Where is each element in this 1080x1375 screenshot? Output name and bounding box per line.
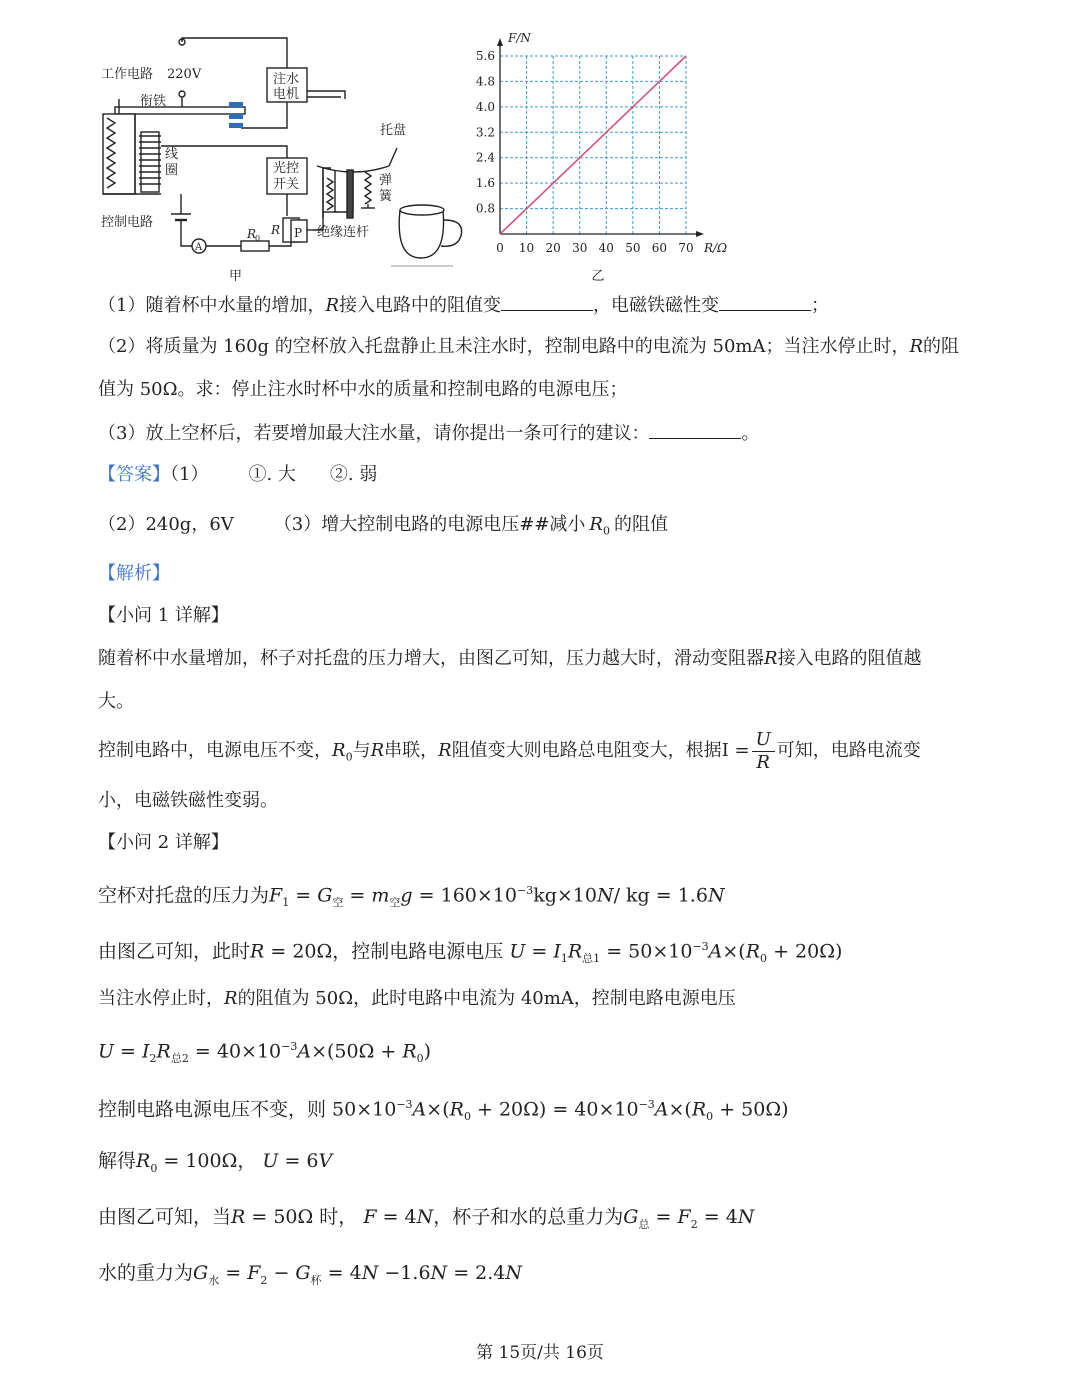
series-line bbox=[500, 56, 686, 234]
y-tick-label: 3.2 bbox=[475, 125, 495, 140]
sub-question-1-title: 【小问 1 详解】 bbox=[98, 605, 229, 626]
answer-line-2: （2）240g，6V （3）增大控制电路的电源电压##减小 $R_0$ 的阻值 bbox=[98, 514, 668, 538]
equation-3: $U = I_2R_{总2} = 40\times 10^{-3}A\times(50\Omega + R_0)$ bbox=[98, 1040, 432, 1066]
r0-sub-label: 0 bbox=[255, 234, 261, 243]
answer-blank-3 bbox=[649, 420, 741, 439]
analysis-p2-line-1: 控制电路中，电源电压不变，$R_0$与R串联，R阻值变大则电路总电阻变大，根据I = $\frac{U}{R}$ 可知，电路电流变 bbox=[98, 728, 921, 773]
equation-4: 控制电路电源电压不变，则 $50\times 10^{-3}A\times(R_0 + 20\Omega) = 40\times 10^{-3}A\times(R_0 + 50\Omega)$ bbox=[98, 1098, 789, 1124]
force-resistance-chart bbox=[470, 22, 740, 284]
light-switch-label-1: 光控 bbox=[273, 161, 300, 176]
equation-5: 解得$R_0 = 100\Omega$， U = 6V bbox=[98, 1150, 333, 1175]
control-circuit-label: 控制电路 bbox=[101, 215, 154, 230]
pump-label-2: 电机 bbox=[273, 87, 300, 102]
figure-jia-caption: 甲 bbox=[229, 269, 243, 284]
pump-label-1: 注水 bbox=[273, 72, 300, 87]
answer-blank-1 bbox=[501, 292, 593, 311]
tray-label: 托盘 bbox=[380, 123, 407, 138]
voltage-label: 220V bbox=[167, 67, 202, 82]
spring-label-2: 簧 bbox=[379, 189, 393, 204]
y-axis-arrow bbox=[497, 38, 503, 46]
ohms-law-fraction: $\frac{U}{R}$ bbox=[752, 729, 775, 774]
coil-label-2: 圈 bbox=[165, 163, 179, 178]
analysis-p2-line-2: 小，电磁铁磁性变弱。 bbox=[98, 790, 278, 811]
light-switch-label-2: 开关 bbox=[273, 177, 300, 192]
y-tick-label: 4.8 bbox=[475, 74, 495, 89]
analysis-p1-line-2: 大。 bbox=[98, 691, 134, 712]
x-tick-label: 30 bbox=[572, 241, 588, 255]
analysis-p3: 当注水停止时，R的阻值为 50Ω，此时电路中电流为 40mA，控制电路电源电压 bbox=[98, 988, 736, 1009]
answer-line-1: 【答案】（1） ①. 大 ②. 弱 bbox=[98, 464, 378, 485]
question-1: （1）随着杯中水量的增加，R接入电路中的阻值变 ，电磁铁磁性变 ； bbox=[98, 292, 829, 319]
x-axis-arrow bbox=[696, 231, 704, 237]
sub-question-2-title: 【小问 2 详解】 bbox=[98, 832, 229, 853]
y-tick-label: 4.0 bbox=[475, 99, 495, 114]
r0-label: R bbox=[247, 227, 257, 241]
equation-1: 空杯对托盘的压力为$F_1 = G_空 = m_空g = 160\times 10^{-3}kg\times 10N/$ kg = 1.6N bbox=[98, 884, 725, 910]
question-2-line-2: 值为 50Ω。求：停止注水时杯中水的质量和控制电路的电源电压； bbox=[98, 379, 628, 400]
question-2-line-1: （2）将质量为 160g 的空杯放入托盘静止且未注水时，控制电路中的电流为 50mA；当注水停止时，R的阻 bbox=[98, 336, 960, 357]
x-tick-label: 50 bbox=[625, 241, 641, 255]
ammeter-label: A bbox=[195, 242, 203, 253]
figure-yi-caption: 乙 bbox=[591, 269, 605, 284]
x-axis-label: R/Ω bbox=[704, 241, 728, 255]
r-label: R bbox=[271, 223, 281, 237]
y-tick-label: 5.6 bbox=[475, 49, 495, 63]
p-label: P bbox=[294, 226, 303, 240]
armature-label: 衔铁 bbox=[140, 94, 167, 109]
rod-label: 绝缘连杆 bbox=[317, 225, 370, 240]
x-tick-label: 20 bbox=[545, 241, 561, 255]
x-tick-label: 70 bbox=[678, 241, 694, 255]
x-tick-label: 0 bbox=[496, 241, 504, 255]
x-tick-label: 60 bbox=[651, 241, 668, 255]
analysis-p1-line-1: 随着杯中水量增加，杯子对托盘的压力增大，由图乙可知，压力越大时，滑动变阻器R接入电路的阻值越 bbox=[98, 648, 922, 669]
equation-2: 由图乙可知，此时R = 20Ω，控制电路电源电压 $U = I_1R_{总1} = 50\times 10^{-3}A\times(R_0 + 20\Omega)$ bbox=[98, 940, 843, 966]
question-3: （3）放上空杯后，若要增加最大注水量，请你提出一条可行的建议： 。 bbox=[98, 420, 759, 447]
x-tick-label: 10 bbox=[518, 241, 535, 255]
spring-label-1: 弹 bbox=[379, 173, 393, 188]
y-tick-label: 0.8 bbox=[475, 201, 495, 216]
y-tick-label: 2.4 bbox=[475, 150, 495, 165]
equation-7: 水的重力为$G_水 = F_2 - G_杯 = 4N -1.6N = 2.4N$ bbox=[98, 1262, 523, 1287]
answer-blank-2 bbox=[719, 292, 811, 311]
x-tick-label: 40 bbox=[598, 241, 614, 255]
answer-tag: 【答案】 bbox=[98, 464, 170, 485]
coil-label-1: 线 bbox=[165, 147, 179, 162]
circuit-diagram bbox=[95, 28, 475, 286]
y-tick-label: 1.6 bbox=[475, 176, 495, 191]
y-axis-label: F/N bbox=[508, 31, 531, 45]
page-footer: 第 15页/共 16页 bbox=[476, 1343, 604, 1363]
work-circuit-label: 工作电路 bbox=[101, 67, 154, 82]
analysis-tag: 【解析】 bbox=[98, 563, 170, 584]
equation-6: 由图乙可知，当R = 50Ω 时， F = 4N，杯子和水的总重力为$G_总 = F_2 = 4N$ bbox=[98, 1206, 755, 1231]
